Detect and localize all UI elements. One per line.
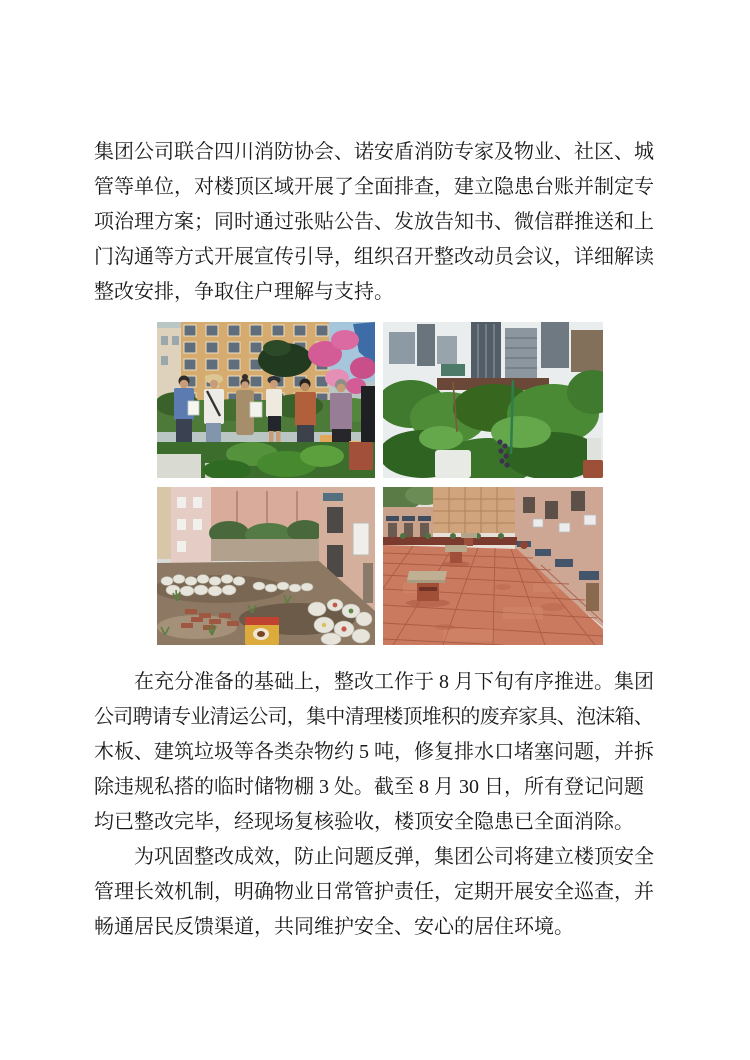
text-line: 门沟通等方式开展宣传引导，组织召开整改动员会议，详细解读: [94, 246, 654, 268]
text-line: 公司聘请专业清运公司，集中清理楼顶堆积的废弃家具、泡沫箱、: [94, 706, 654, 728]
text-line: 整改安排，争取住户理解与支持。: [94, 281, 394, 303]
rooftop-debris-image: [157, 487, 375, 645]
text-line: 除违规私搭的临时储物棚 3 处。截至 8 月 30 日，所有登记问题: [94, 776, 644, 798]
text-line: 集团公司联合四川消防协会、诺安盾消防专家及物业、社区、城: [94, 141, 654, 163]
text-line: 木板、建筑垃圾等各类杂物约 5 吨，修复排水口堵塞问题，并拆: [94, 741, 654, 763]
text-line: 项治理方案；同时通过张贴公告、发放告知书、微信群推送和上: [94, 211, 654, 233]
photo-rooftop-garden: [383, 322, 603, 478]
text-line: 管理长效机制，明确物业日常管护责任，定期开展安全巡查，并: [94, 881, 654, 903]
photo-rooftop-cleared: [383, 487, 603, 645]
photo-grid: [157, 322, 603, 645]
rooftop-inspection-image: [157, 322, 375, 478]
text-line: 在充分准备的基础上，整改工作于 8 月下旬有序推进。集团: [94, 671, 654, 693]
photo-rooftop-debris: [157, 487, 375, 645]
text-line: 均已整改完毕，经现场复核验收，楼顶安全隐患已全面消除。: [94, 811, 634, 833]
rooftop-garden-image: [383, 322, 603, 478]
paragraph-3: [94, 840, 656, 945]
photo-rooftop-inspection: [157, 322, 375, 478]
document-content: [94, 135, 656, 945]
paragraph-1: [94, 135, 656, 310]
paragraph-2: [94, 665, 656, 840]
rooftop-cleared-image: [383, 487, 603, 645]
text-line: 为巩固整改成效，防止问题反弹，集团公司将建立楼顶安全: [94, 846, 654, 868]
text-line: 管等单位，对楼顶区域开展了全面排查，建立隐患台账并制定专: [94, 176, 654, 198]
text-line: 畅通居民反馈渠道，共同维护安全、安心的居住环境。: [94, 916, 574, 938]
